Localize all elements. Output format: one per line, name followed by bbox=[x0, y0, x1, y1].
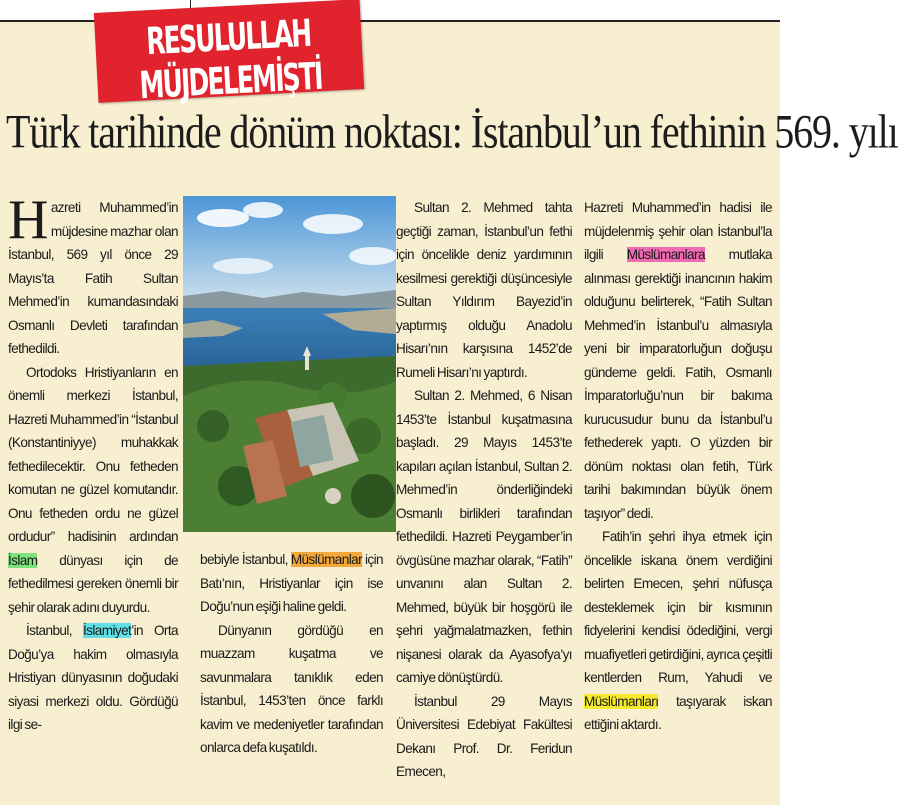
col4-p1-text-b: mutlaka alınması gerektiği inancının hakim olduğunu belirterek, “Fatih Sultan Mehmed’in İstanbul’u almasıyla yeni bir imparatorluğun doğuşu gündeme geldi. Fatih, Osmanlı İmparatorluğu’nun bir bakıma kurucusudur bunu da İstanbul’u fethederek yaptı. O yüzden bir dönüm noktası olan fetih, Türk tarihi bakımından büyük önem taşıyor” dedi. bbox=[584, 247, 772, 521]
col4-p1-text-a: Hazreti Muhammed’in hadisi ile müjdelenmiş şehir olan İstanbul’la ilgili bbox=[584, 200, 772, 262]
col1-paragraph-1 bbox=[8, 189, 178, 361]
col4-p2-text-b: taşıyarak iskan ettiğini aktardı. bbox=[584, 693, 772, 732]
col1-p1-text: azreti Muhammed’in müjdesine mazhar olan İstanbul, 569 yıl önce 29 Mayıs’ta Fatih Sultan Mehmed’in kumandasındaki Osmanlı Devleti tarafından fethedildi. bbox=[8, 200, 178, 356]
highlight-islamiyet: İslamiyet bbox=[82, 623, 132, 638]
highlight-muslumanlar: Müslümanlar bbox=[290, 552, 363, 567]
highlight-islam: İslam bbox=[8, 552, 38, 568]
col2-p1-text-a: bebiyle İstanbul, bbox=[200, 552, 288, 567]
istanbul-aerial-photo bbox=[183, 196, 396, 532]
kicker-banner bbox=[94, 0, 364, 108]
highlight-muslumanlara: Müslümanlara bbox=[626, 247, 705, 262]
col1-p3-text-b: ’in Orta Doğu’ya hakim olmasıyla Hristiyan dünyasının doğudaki siyasi merkezi oldu. Gördüğü ilgi se- bbox=[8, 623, 178, 732]
col3-paragraph-2: Sultan 2. Mehmed, 6 Nisan 1453’te İstanbul kuşatmasına başladı. 29 Mayıs 1453’te kapıları açılan İstanbul, Sultan 2. Mehmed’in önderliğindeki Osmanlı birlikleri tarafından fethedildi. Hazreti Peygamber’in övgüsüne mazhar olarak, “Fatih” unvanını alan Sultan 2. Mehmed, büyük bir hoşgörü ile şehri yağmalatmazken, fethin nişanesi olarak da Ayasofya’yı camiye dönüştürdü. bbox=[396, 388, 572, 685]
col2-paragraph-2: Dünyanın gördüğü en muazzam kuşatma ve savunmalara tanıklık eden İstanbul, 1453’ten önce farklı kavim ve medeniyetler tarafından onlarca defa kuşatıldı. bbox=[200, 622, 383, 755]
column-2 bbox=[200, 548, 383, 760]
col3-paragraph-3: İstanbul 29 Mayıs Üniversitesi Edebiyat Fakültesi Dekanı Prof. Dr. Feridun Emecen, bbox=[396, 693, 572, 779]
col1-p2-text-b: dünyası için de fethedilmesi gereken önemli bir şehir olarak adını duyurdu. bbox=[8, 552, 178, 615]
col2-paragraph-1 bbox=[200, 548, 383, 619]
kicker-text: RESULULLAH MÜJDELEMİŞTİ bbox=[138, 11, 323, 108]
col1-p3-text-a: İstanbul, bbox=[26, 623, 72, 638]
drop-cap: H bbox=[8, 189, 48, 251]
col4-p2-text-a: Fatih’in şehri ihya etmek için öncelikle iskana önem verdiğini belirten Emecen, şehri nüfusça desteklemek için bir kısmının fidyelerini kendisi ödediğini, vergi muafiyetleri getirdiğini, ayrıca çeşitli kentlerden Rum, Yahudi ve bbox=[584, 529, 772, 685]
column-1 bbox=[8, 189, 178, 737]
highlight-muslumanlari: Müslümanları bbox=[584, 693, 659, 709]
photo-illustration bbox=[183, 196, 396, 532]
col2-p1-text-b: için Batı’nın, Hristiyanlar için ise Doğu’nun eşiği haline geldi. bbox=[200, 552, 383, 614]
column-4 bbox=[584, 196, 772, 737]
col4-paragraph-1 bbox=[584, 196, 772, 525]
column-3 bbox=[396, 196, 572, 784]
col1-paragraph-2 bbox=[8, 361, 178, 620]
col4-paragraph-2 bbox=[584, 525, 772, 737]
col3-paragraph-1: Sultan 2. Mehmed tahta geçtiği zaman, İstanbul’un fethi için öncelikle deniz yardımının kesilmesi gerektiği düşüncesiyle Sultan Yıldırım Bayezid’in yaptırmış olduğu Anadolu Hisarı’nın karşısına 1452’de Rumeli Hisarı’nı yaptırdı. bbox=[396, 200, 572, 380]
headline: Türk tarihinde dönüm noktası: İstanbul’un fethinin 569. yılı bbox=[6, 105, 898, 159]
col1-p2-text-a: Ortodoks Hristiyanların en önemli merkezi İstanbul, Hazreti Muhammed’in “İstanbul (Konstantiniyye) muhakkak fethedilecektir. Onu fetheden komutan ne güzel komutandır. Onu fetheden ordu ne güzel ordudur” hadisinin ardından bbox=[8, 364, 178, 544]
col1-paragraph-3 bbox=[8, 619, 178, 737]
